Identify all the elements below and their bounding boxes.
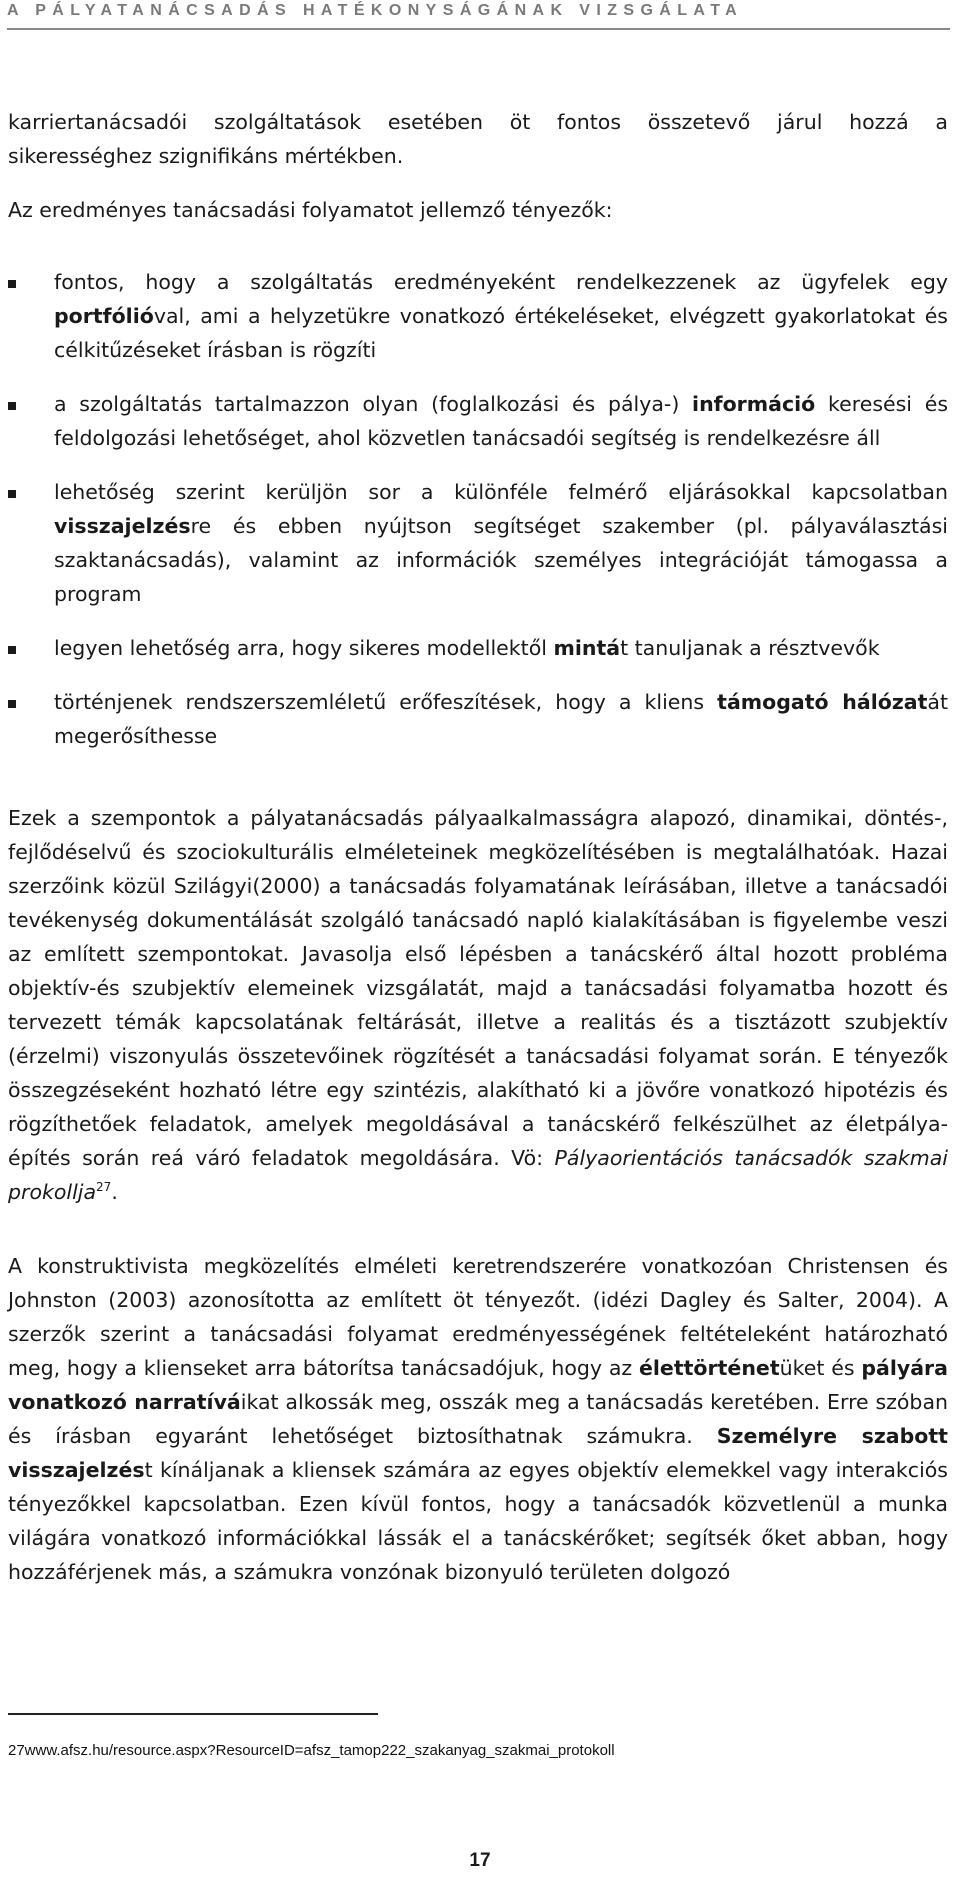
item-text: t tanuljanak a résztvevők: [620, 636, 880, 660]
list-item: [8, 631, 948, 665]
intro-line-1: karriertanácsadói szolgáltatások esetében öt fontos összetevő járul hozzá a: [8, 110, 948, 134]
item-keyword: támogató hálózat: [717, 690, 928, 714]
paragraph-text: t kínáljanak a kliensek számára az egyes objektív elemekkel vagy interakciós tényezőkkel kapcsolatban. Ezen kívül fontos, hogy a tanácsadók közvetlenül a munka világára vonatkozó információkkal lássák el a tanácskérőket; segítsék őket abban, hogy hozzáférjenek más, a számukra vonzónak bizonyuló területen dolgozó: [8, 1458, 948, 1584]
page-number: 17: [469, 1850, 491, 1871]
item-keyword: portfólió: [54, 304, 154, 328]
factors-list: [8, 265, 948, 753]
item-text: keresési és feldolgozási lehetőséget, ahol közvetlen tanácsadói segítség is rendelkezésre áll: [54, 392, 948, 450]
paragraph-end: .: [111, 1180, 118, 1204]
list-item: [8, 387, 948, 455]
footnote-rule: [8, 1713, 378, 1715]
list-item: [8, 265, 948, 367]
page-body: [8, 105, 948, 1589]
factors-heading: Az eredményes tanácsadási folyamatot jellemző tényezők:: [8, 198, 613, 222]
paragraph-text: ikat alkossák meg, osszák meg a tanácsadás keretében. Erre szóban és írásban egyaránt lehetőséget biztosíthatnak számukra.: [8, 1390, 948, 1448]
bold-term: pályára vonatkozó narratívá: [8, 1356, 949, 1414]
item-text: legyen lehetőség arra, hogy sikeres modellektől: [54, 636, 554, 660]
bold-term: élettörténet: [639, 1356, 780, 1380]
item-text: re és ebben nyújtson segítséget szakember (pl. pályaválasztási szaktanácsadás), valamint az információk személyes integrációját támogassa a program: [54, 514, 948, 606]
item-text: történjenek rendszerszemléletű erőfeszítések, hogy a kliens: [54, 690, 718, 714]
item-text: val, ami a helyzetükre vonatkozó értékeléseket, elvégzett gyakorlatokat és célkitűzéseket írásban is rögzíti: [54, 304, 948, 362]
paragraph-text: Ezek a szempontok a pályatanácsadás pályaalkalmasságra alapozó, dinamikai, döntés-, fejlődéselvű és szociokulturális elméleteinek megközelítésében is megtalálhatóak. Hazai szerzőink közül Szilágyi(2000) a tanácsadás folyamatának leírásában, illetve a tanácsadói tevékenység dokumentálását szolgáló tanácsadó napló kialakításában is figyelembe veszi az említett szempontokat. Javasolja első lépésben a tanácskérő által hozott probléma objektív-és szubjektív elemeinek vizsgálatát, majd a tanácsadási folyamatba hozott és tervezett témák kapcsolatának feltárását, illetve a realitás és a tisztázott szubjektív (érzelmi) viszonyulás összetevőinek rögzítését a tanácsadási folyamat során. E tényezők összegzéseként hozható létre egy szintézis, alakítható ki a jövőre vonatkozó hipotézis és rögzíthetőek feladatok, amelyek megoldásával a tanácskérő felkészülhet az életpálya-építés során reá váró feladatok megoldására. Vö:: [8, 806, 948, 1170]
protocol-title: Pályaorientációs tanácsadók szakmai prokollja: [8, 1146, 948, 1204]
bold-term: Személyre szabott visszajelzés: [8, 1424, 948, 1482]
intro-line-2: sikerességhez szignifikáns mértékben.: [8, 144, 404, 168]
item-keyword: információ: [692, 392, 816, 416]
list-item: [8, 685, 948, 753]
footnote: 27www.afsz.hu/resource.aspx?ResourceID=afsz_tamop222_szakanyag_szakmai_protokoll: [8, 1742, 615, 1759]
list-item: [8, 475, 948, 611]
item-keyword: mintá: [553, 636, 621, 660]
item-text: a szolgáltatás tartalmazzon olyan (foglalkozási és pálya-): [54, 392, 693, 416]
item-text: át megerősíthesse: [54, 690, 948, 748]
footnote-ref: 27: [96, 1180, 112, 1194]
paragraph-konstruktivista: [8, 1249, 948, 1589]
running-header: A PÁLYATANÁCSADÁS HATÉKONYSÁGÁNAK VIZSGÁLATA: [7, 2, 744, 19]
paragraph-szempontok: [8, 801, 948, 1209]
item-keyword: visszajelzés: [54, 514, 191, 538]
item-text: fontos, hogy a szolgáltatás eredményeként rendelkezzenek az ügyfelek egy: [54, 270, 948, 294]
header-rule: [7, 28, 950, 30]
paragraph-text: üket és: [779, 1356, 862, 1380]
item-text: lehetőség szerint kerüljön sor a különféle felmérő eljárásokkal kapcsolatban: [54, 480, 948, 504]
paragraph-text: A konstruktivista megközelítés elméleti keretrendszerére vonatkozóan Christensen és Johnston (2003) azonosította az említett öt tényezőt. (idézi Dagley és Salter, 2004). A szerzők szerint a tanácsadási folyamat eredményességének feltételeként határozható meg, hogy a klienseket arra bátorítsa tanácsadójuk, hogy az: [8, 1254, 948, 1380]
